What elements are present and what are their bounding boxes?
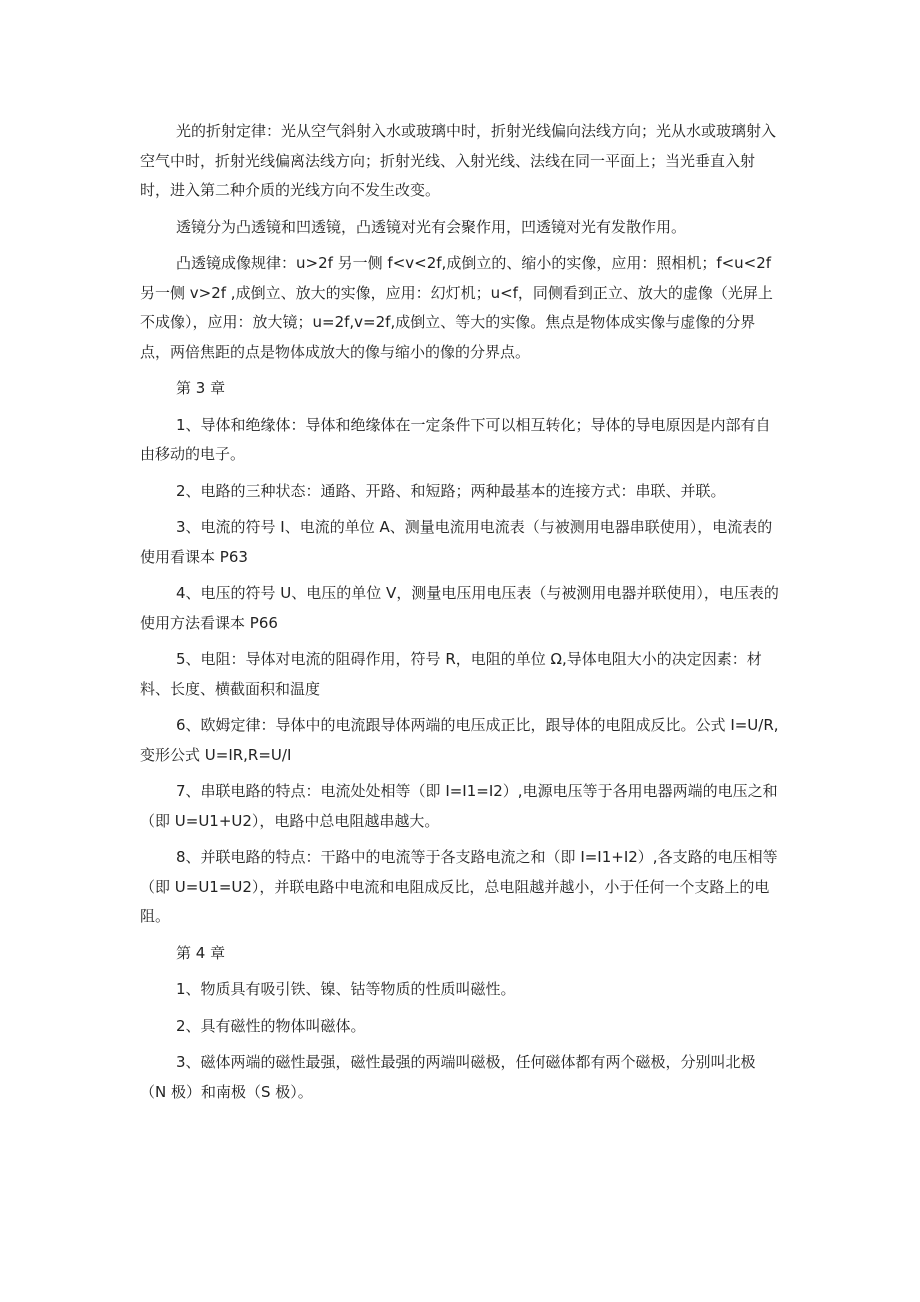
paragraph-series-circuit: 7、串联电路的特点：电流处处相等（即 I=I1=I2）,电源电压等于各用电器两端的电压之和（即 U=U1+U2），电路中总电阻越串越大。 (140, 782, 778, 830)
paragraph-resistance: 5、电阻：导体对电流的阻碍作用，符号 R，电阻的单位 Ω,导体电阻大小的决定因素：材料、长度、横截面积和温度 (140, 650, 762, 698)
paragraph-convex-lens-imaging: 凸透镜成像规律：u>2f 另一侧 f<v<2f,成倒立的、缩小的实像，应用：照相机；f<u<2f 另一侧 v>2f ,成倒立、放大的实像，应用：幻灯机；u<f，同侧看到正立、放大的虚像（光屏上不成像），应用：放大镜；u=2f,v=2f,成倒立、等大的实像。焦点是物体成实像与虚像的分界点，两倍焦距的点是物体成放大的像与缩小的像的分界点。 (140, 254, 773, 361)
chapter-heading-4: 第 4 章 (176, 943, 226, 962)
paragraph-magnetism: 1、物质具有吸引铁、镍、钴等物质的性质叫磁性。 (176, 980, 516, 998)
paragraph-refraction-law: 光的折射定律：光从空气斜射入水或玻璃中时，折射光线偏向法线方向；光从水或玻璃射入空气中时，折射光线偏离法线方向；折射光线、入射光线、法线在同一平面上；当光垂直入射时，进入第二种介质的光线方向不发生改变。 (140, 122, 777, 199)
paragraph-parallel-circuit: 8、并联电路的特点：干路中的电流等于各支路电流之和（即 I=I1+I2）,各支路的电压相等（即 U=U1=U2），并联电路中电流和电阻成反比，总电阻越并越小，小于任何一个支路上的电阻。 (140, 848, 778, 925)
paragraph-current: 3、电流的符号 I、电流的单位 A、测量电流用电流表（与被测用电器串联使用），电流表的使用看课本 P63 (140, 518, 773, 566)
paragraph-circuit-states: 2、电路的三种状态：通路、开路、和短路；两种最基本的连接方式：串联、并联。 (176, 481, 726, 500)
document-body (140, 117, 780, 1114)
paragraph-magnet: 2、具有磁性的物体叫磁体。 (176, 1016, 366, 1035)
paragraph-magnetic-poles: 3、磁体两端的磁性最强，磁性最强的两端叫磁极，任何磁体都有两个磁极，分别叫北极（N 极）和南极（S 极）。 (140, 1053, 756, 1101)
paragraph-ohms-law: 6、欧姆定律：导体中的电流跟导体两端的电压成正比，跟导体的电阻成反比。公式 I=U/R,变形公式 U=IR,R=U/I (140, 716, 779, 764)
paragraph-conductors-insulators: 1、导体和绝缘体：导体和绝缘体在一定条件下可以相互转化；导体的导电原因是内部有自由移动的电子。 (140, 415, 771, 463)
chapter-heading-3: 第 3 章 (176, 379, 226, 397)
paragraph-voltage: 4、电压的符号 U、电压的单位 V，测量电压用电压表（与被测用电器并联使用），电压表的使用方法看课本 P66 (140, 584, 779, 632)
paragraph-lens-types: 透镜分为凸透镜和凹透镜，凸透镜对光有会聚作用，凹透镜对光有发散作用。 (176, 217, 687, 236)
